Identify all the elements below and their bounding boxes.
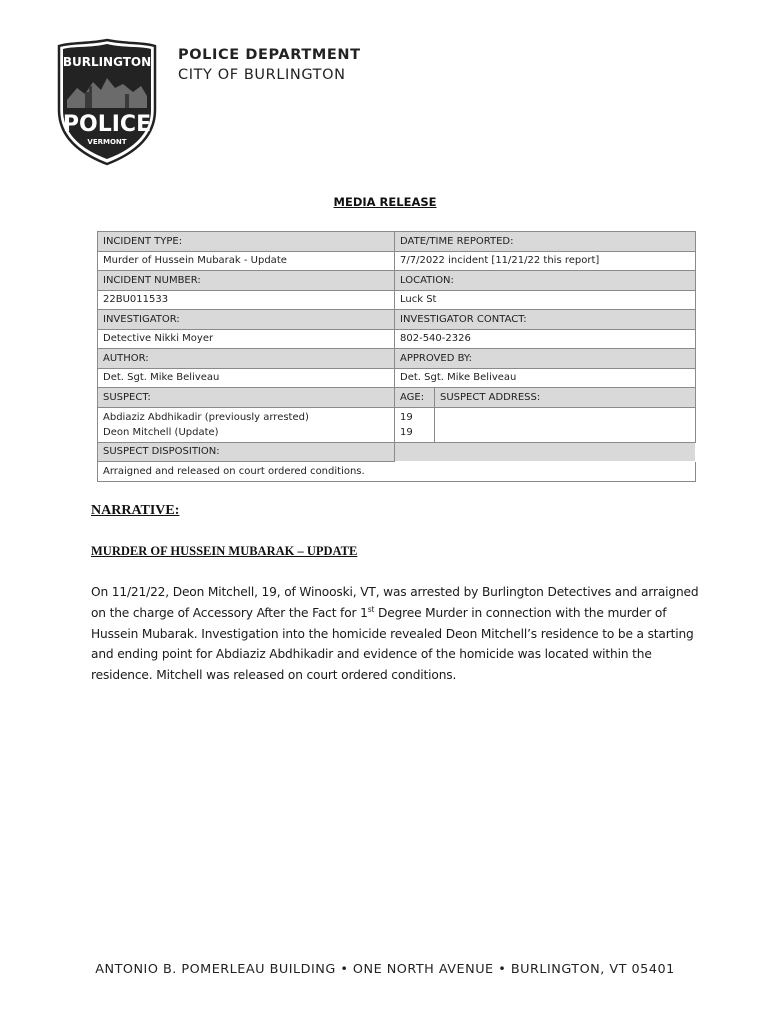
narrative-paragraph <box>91 582 701 686</box>
badge-bottom-text: VERMONT <box>87 138 127 146</box>
media-release-title: MEDIA RELEASE <box>333 195 437 209</box>
incident-number-label: INCIDENT NUMBER: <box>98 271 395 291</box>
police-badge-logo <box>55 38 159 166</box>
narrative-subheading: MURDER OF HUSSEIN MUBARAK – UPDATE <box>91 544 358 558</box>
suspect-name: Abdiaziz Abdhikadir (previously arrested) <box>103 411 309 423</box>
badge-top-text: BURLINGTON <box>62 55 152 69</box>
narrative-text-end: Degree Murder in connection with the murder of Hussein Mubarak. Investigation into the homicide revealed Deon Mitchell’s residence to be a starting and ending point for Abdiaziz Abdhikadir and evidence of the homicide was located within the residence. Mitchell was released on court ordered conditions. <box>91 605 694 683</box>
suspect-ages <box>395 407 435 442</box>
department-name: POLICE DEPARTMENT <box>178 47 361 63</box>
suspect-label: SUSPECT: <box>98 388 395 408</box>
disposition-label: SUSPECT DISPOSITION: <box>98 442 395 462</box>
location-value: Luck St <box>395 290 696 310</box>
author-value: Det. Sgt. Mike Beliveau <box>98 368 395 388</box>
location-label: LOCATION: <box>395 271 696 291</box>
department-heading <box>178 48 361 82</box>
suspect-age: 19 <box>400 426 413 438</box>
incident-type-value: Murder of Hussein Mubarak - Update <box>98 251 395 271</box>
ordinal-suffix: st <box>367 604 375 614</box>
investigator-value: Detective Nikki Moyer <box>98 329 395 349</box>
city-name: CITY OF BURLINGTON <box>178 66 346 83</box>
investigator-label: INVESTIGATOR: <box>98 310 395 330</box>
disposition-value: Arraigned and released on court ordered conditions. <box>98 462 696 482</box>
approved-by-label: APPROVED BY: <box>395 349 696 369</box>
suspect-address-value <box>435 407 696 442</box>
datetime-value: 7/7/2022 incident [11/21/22 this report] <box>395 251 696 271</box>
suspect-age: 19 <box>400 411 413 423</box>
table-gap <box>395 442 696 462</box>
narrative-text-start: On 11/21/22, Deon Mitchell, 19, of Winooski, VT, was arrested by Burlington Detectives and arraigned on the charge of Accessory After the Fact for 1 <box>91 585 699 620</box>
author-label: AUTHOR: <box>98 349 395 369</box>
footer-address: ANTONIO B. POMERLEAU BUILDING • ONE NORTH AVENUE • BURLINGTON, VT 05401 <box>95 962 675 977</box>
suspect-address-label: SUSPECT ADDRESS: <box>435 388 696 408</box>
incident-type-label: INCIDENT TYPE: <box>98 232 395 252</box>
investigator-contact-label: INVESTIGATOR CONTACT: <box>395 310 696 330</box>
suspect-names <box>98 407 395 442</box>
investigator-contact-value: 802-540-2326 <box>395 329 696 349</box>
badge-main-text: POLICE <box>62 112 152 137</box>
narrative-heading: NARRATIVE: <box>91 503 180 518</box>
incident-number-value: 22BU011533 <box>98 290 395 310</box>
approved-by-value: Det. Sgt. Mike Beliveau <box>395 368 696 388</box>
incident-info-table <box>97 231 696 482</box>
suspect-name: Deon Mitchell (Update) <box>103 426 219 438</box>
datetime-label: DATE/TIME REPORTED: <box>395 232 696 252</box>
age-label: AGE: <box>395 388 435 408</box>
